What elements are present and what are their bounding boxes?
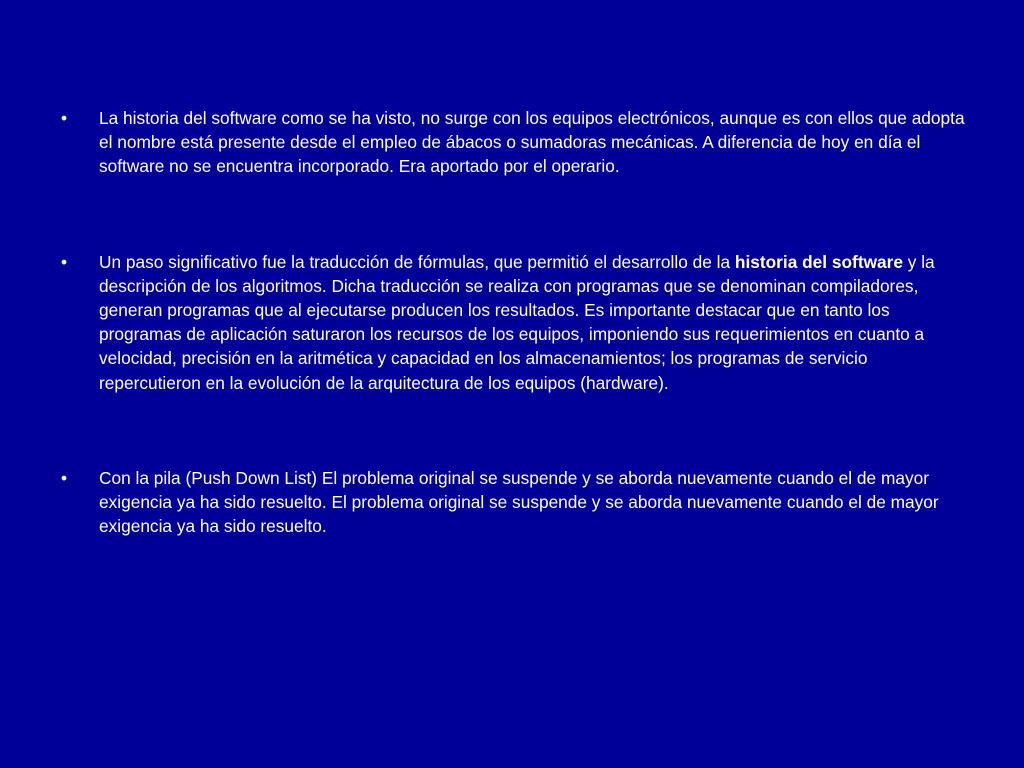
bullet-text-2-start: Un paso significativo fue la traducción de fórmulas, que permitió el desarrollo de la [99, 251, 735, 272]
bullet-item-3 [61, 466, 969, 539]
bullet-marker: • [61, 108, 68, 128]
bullet-item-1 [61, 106, 969, 179]
bullet-text-2-end: y la descripción de los algoritmos. Dicha traducción se realiza con programas que se denominan compiladores, generan programas que al ejecutarse producen los resultados. Es importante destacar que en tanto los programas de aplicación saturaron los recursos de los equipos, imponiendo sus requerimientos en cuanto a velocidad, precisión en la aritmética y capacidad en los almacenamientos; los programas de servicio repercutieron en la evolución de la arquitectura de los equipos (hardware). [99, 251, 935, 393]
bold-phrase: historia del software [734, 251, 903, 272]
bullet-text-1: La historia del software como se ha visto, no surge con los equipos electrónicos, aunque es con ellos que adopta el nombre está presente desde el empleo de ábacos o sumadoras mecánicas. A diferencia de hoy en día el software no se encuentra incorporado. Era aportado por el operario. [99, 108, 965, 177]
bullet-marker: • [61, 467, 68, 488]
bullet-marker: • [61, 251, 68, 272]
bullet-item-2 [61, 250, 969, 395]
bullet-text-3: Con la pila (Push Down List) El problema original se suspende y se aborda nuevamente cuando el de mayor exigencia ya ha sido resuelto. El problema original se suspende y se aborda nuevamente cuando el de mayor exigencia ya ha sido resuelto. [99, 467, 939, 537]
